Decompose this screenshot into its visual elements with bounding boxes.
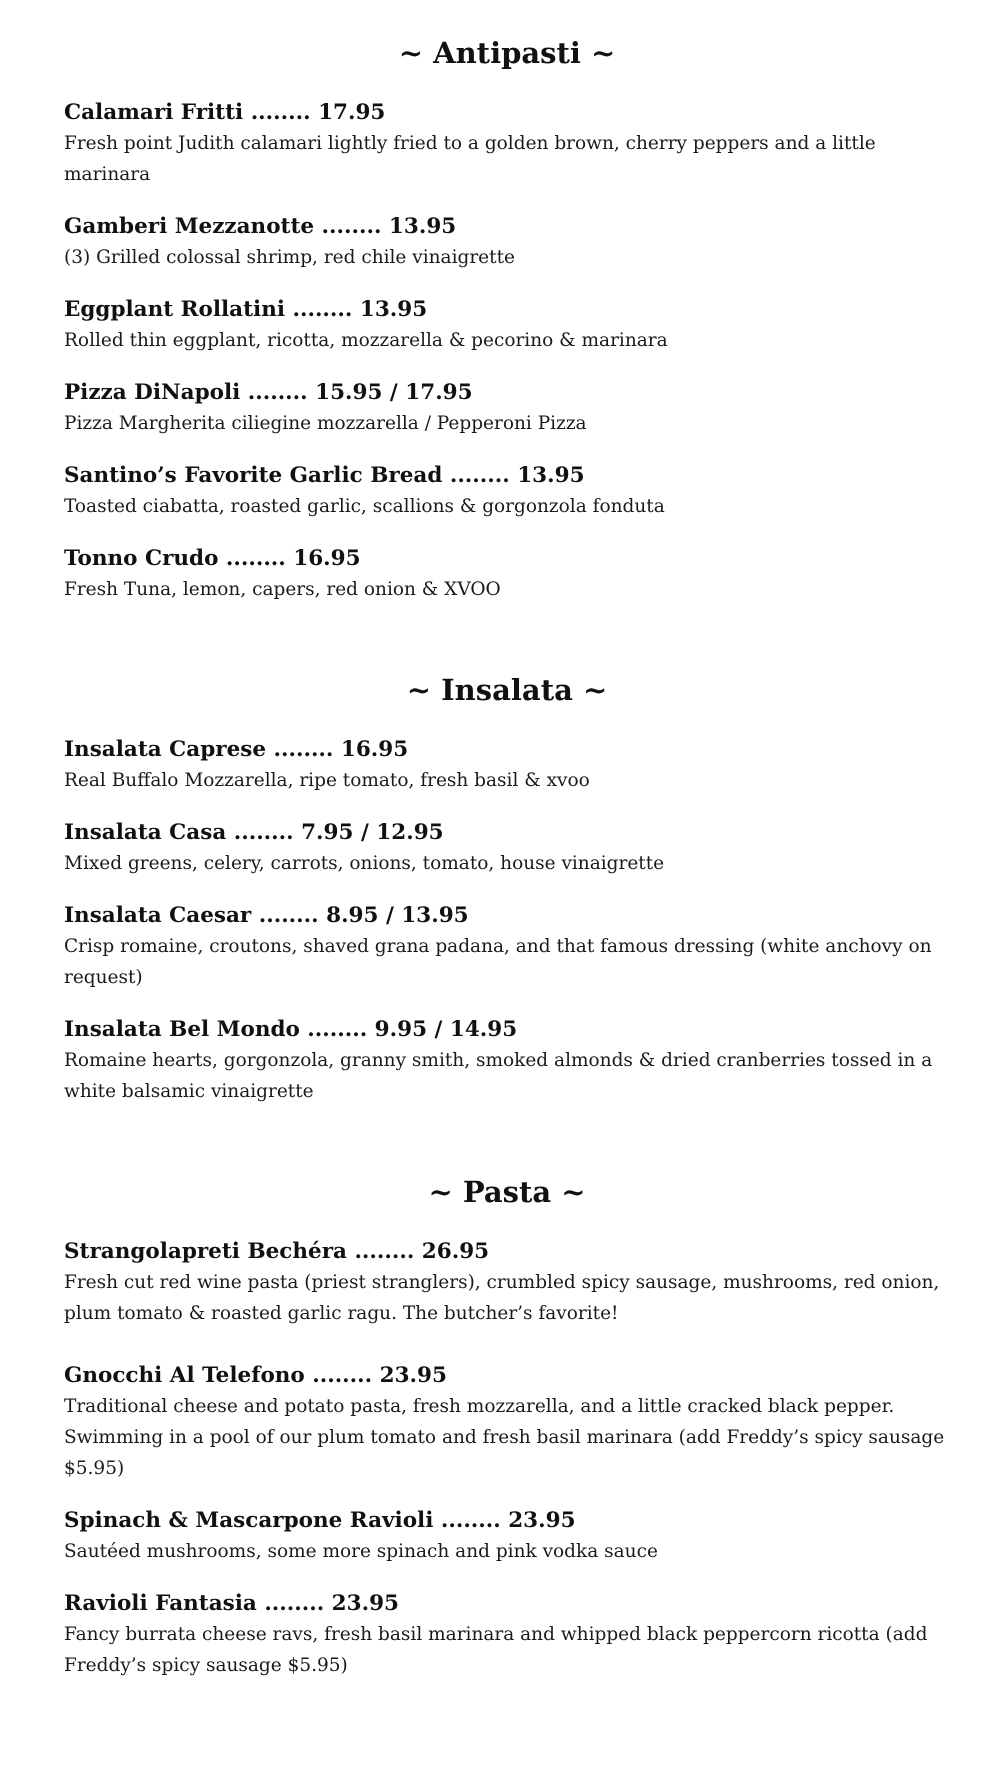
menu-item-description: (3) Grilled colossal shrimp, red chile vinaigrette — [64, 247, 515, 268]
menu-item — [64, 818, 950, 879]
section-title: ~ Insalata ~ — [406, 673, 608, 707]
menu-item — [64, 378, 950, 439]
menu-item — [64, 1237, 950, 1329]
menu-item-description: Real Buffalo Mozzarella, ripe tomato, fresh basil & xvoo — [64, 770, 590, 791]
menu-item-title: Pizza DiNapoli ........ 15.95 / 17.95 — [64, 380, 473, 405]
menu-item-title: Insalata Caesar ........ 8.95 / 13.95 — [64, 903, 469, 928]
menu-item — [64, 98, 950, 190]
menu-item-title: Gnocchi Al Telefono ........ 23.95 — [64, 1363, 447, 1388]
menu-item-description: Pizza Margherita ciliegine mozzarella / Pepperoni Pizza — [64, 413, 587, 434]
menu-item-description: Sautéed mushrooms, some more spinach and pink vodka sauce — [64, 1541, 658, 1562]
menu-item-description: Traditional cheese and potato pasta, fresh mozzarella, and a little cracked black pepper. Swimming in a pool of our plum tomato and fresh basil marinara (add Freddy’s spicy sausage $5.95) — [64, 1396, 945, 1479]
menu-item-description: Mixed greens, celery, carrots, onions, tomato, house vinaigrette — [64, 853, 665, 874]
menu-item — [64, 544, 950, 605]
menu-item-title: Ravioli Fantasia ........ 23.95 — [64, 1591, 400, 1616]
menu-item-title: Gamberi Mezzanotte ........ 13.95 — [64, 214, 457, 239]
menu-item-title: Insalata Casa ........ 7.95 / 12.95 — [64, 820, 444, 845]
menu-item-title: Eggplant Rollatini ........ 13.95 — [64, 297, 428, 322]
menu-item-title: Calamari Fritti ........ 17.95 — [64, 100, 386, 125]
section-pasta — [64, 1173, 950, 1681]
menu-item-title: Tonno Crudo ........ 16.95 — [64, 546, 361, 571]
menu-item — [64, 1589, 950, 1681]
section-title: ~ Pasta ~ — [428, 1175, 586, 1209]
menu-item-title: Insalata Caprese ........ 16.95 — [64, 737, 409, 762]
menu-item-description: Romaine hearts, gorgonzola, granny smith, smoked almonds & dried cranberries tossed in a white balsamic vinaigrette — [64, 1050, 933, 1102]
menu-item-title: Strangolapreti Bechéra ........ 26.95 — [64, 1239, 490, 1264]
section-insalata — [64, 671, 950, 1107]
menu-item — [64, 1015, 950, 1107]
section-title: ~ Antipasti ~ — [398, 36, 616, 70]
menu-item-description: Fresh Tuna, lemon, capers, red onion & XVOO — [64, 579, 501, 600]
menu-item-description: Crisp romaine, croutons, shaved grana padana, and that famous dressing (white anchovy on request) — [64, 936, 932, 988]
menu-item-title: Insalata Bel Mondo ........ 9.95 / 14.95 — [64, 1017, 518, 1042]
menu-item — [64, 212, 950, 273]
menu-item-title: Spinach & Mascarpone Ravioli ........ 23.95 — [64, 1508, 576, 1533]
menu-item — [64, 1361, 950, 1484]
section-antipasti — [64, 34, 950, 605]
menu-item-description: Fresh point Judith calamari lightly fried to a golden brown, cherry peppers and a little marinara — [64, 133, 876, 185]
menu-item — [64, 901, 950, 993]
menu-item-title: Santino’s Favorite Garlic Bread ........ 13.95 — [64, 463, 585, 488]
menu-item — [64, 1506, 950, 1567]
menu-item — [64, 735, 950, 796]
menu-item-description: Fresh cut red wine pasta (priest stranglers), crumbled spicy sausage, mushrooms, red onion, plum tomato & roasted garlic ragu. The butcher’s favorite! — [64, 1272, 940, 1324]
menu-item-description: Fancy burrata cheese ravs, fresh basil marinara and whipped black peppercorn ricotta (add Freddy’s spicy sausage $5.95) — [64, 1624, 928, 1676]
menu-item — [64, 295, 950, 356]
menu-item-description: Rolled thin eggplant, ricotta, mozzarella & pecorino & marinara — [64, 330, 668, 351]
menu-item — [64, 461, 950, 522]
menu-item-description: Toasted ciabatta, roasted garlic, scallions & gorgonzola fonduta — [64, 496, 665, 517]
